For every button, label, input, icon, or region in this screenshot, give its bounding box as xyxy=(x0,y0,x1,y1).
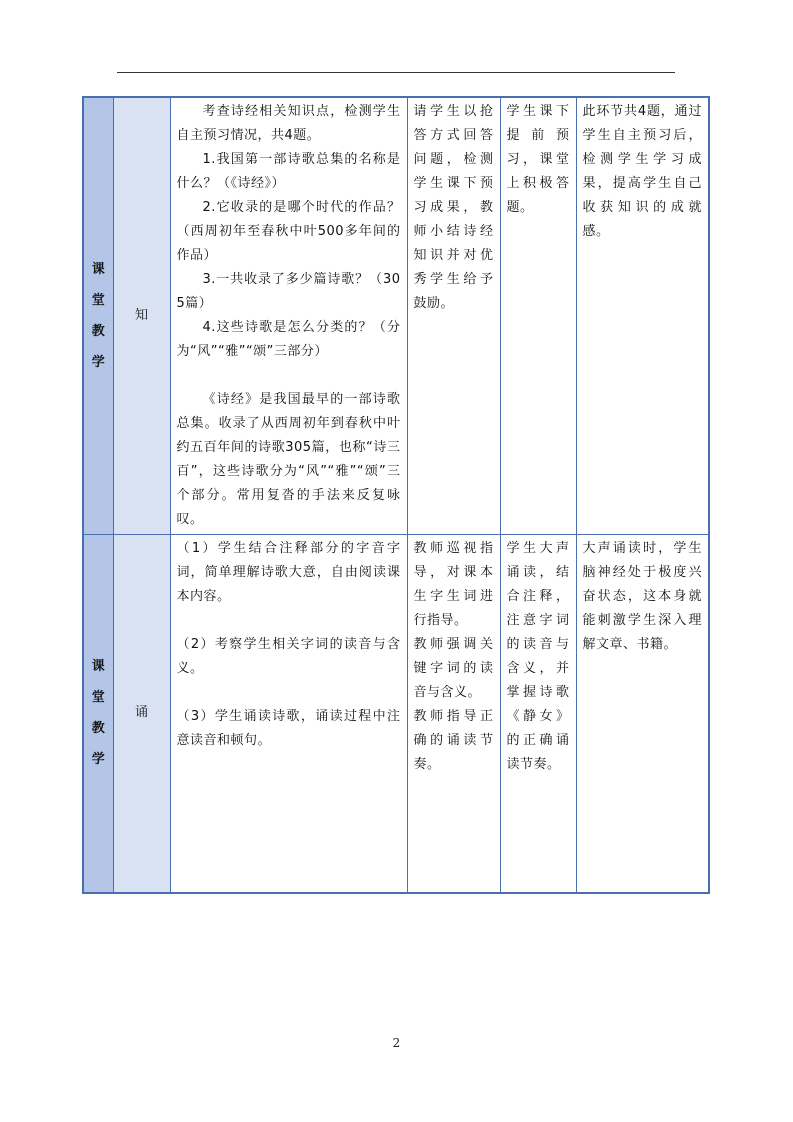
section-char: 课 xyxy=(91,659,105,675)
content-paragraph: 1.我国第一部诗歌总集的名称是什么？（《诗经》） xyxy=(176,152,401,191)
student-paragraph: 学生课下提前预习，课堂上积极答题。 xyxy=(506,104,570,215)
content-paragraph: （1）学生结合注释部分的字音字词，简单理解诗歌大意，自由阅读课本内容。 xyxy=(176,541,401,604)
content-spacer xyxy=(177,364,401,388)
teacher-paragraph: 教师巡视指导，对课本生字生词进行指导。 xyxy=(413,541,494,628)
step-label: 知 xyxy=(113,97,170,535)
content-paragraph: 考查诗经相关知识点，检测学生自主预习情况，共4题。 xyxy=(176,104,401,143)
step-label: 诵 xyxy=(113,535,170,893)
lesson-table xyxy=(82,96,710,894)
header-rule xyxy=(117,72,675,73)
teaching-content xyxy=(170,535,407,893)
teacher-activity xyxy=(407,97,500,535)
content-spacer xyxy=(177,609,401,633)
student-activity xyxy=(500,97,576,535)
teacher-paragraph: 教师强调关键字词的读音与含义。 xyxy=(413,637,494,700)
teaching-content xyxy=(170,97,407,535)
content-paragraph: 《诗经》是我国最早的一部诗歌总集。收录了从西周初年到春秋中叶约五百年间的诗歌305篇，也称“诗三百”，这些诗歌分为“风”“雅”“颂”三个部分。常用复沓的手法来反复咏叹。 xyxy=(176,392,401,527)
section-char: 堂 xyxy=(91,293,105,308)
table-row xyxy=(83,97,709,535)
page-number: 2 xyxy=(392,1036,401,1050)
intent-paragraph: 此环节共4题，通过学生自主预习后，检测学生学习成果，提高学生自己收获知识的成就感。 xyxy=(582,104,702,239)
student-paragraph: 学生大声诵读，结合注释，注意字词的读音与含义，并掌握诗歌《静女》的正确诵读节奏。 xyxy=(506,541,570,772)
section-char: 教 xyxy=(91,721,105,737)
table-row xyxy=(83,535,709,893)
design-intent xyxy=(576,97,709,535)
section-char: 学 xyxy=(91,355,105,370)
content-spacer xyxy=(177,681,401,705)
content-paragraph: （2）考察学生相关字词的读音与含义。 xyxy=(176,637,401,676)
section-char: 堂 xyxy=(91,690,105,706)
design-intent xyxy=(576,535,709,893)
teacher-activity xyxy=(407,535,500,893)
student-activity xyxy=(500,535,576,893)
teacher-paragraph: 教师指导正确的诵读节奏。 xyxy=(413,709,494,772)
content-paragraph: 2.它收录的是哪个时代的作品？ （西周初年至春秋中叶500多年间的作品） xyxy=(176,200,401,263)
section-char: 课 xyxy=(91,262,105,277)
section-char: 教 xyxy=(91,324,105,339)
content-paragraph: 4.这些诗歌是怎么分类的？（分为“风”“雅”“颂”三部分） xyxy=(176,320,401,359)
section-label xyxy=(83,535,113,893)
section-label xyxy=(83,97,113,535)
intent-paragraph: 大声诵读时，学生脑神经处于极度兴奋状态，这本身就能刺激学生深入理解文章、书籍。 xyxy=(582,541,702,652)
content-paragraph: （3）学生诵读诗歌，诵读过程中注意读音和顿句。 xyxy=(176,709,401,748)
teacher-paragraph: 请学生以抢答方式回答问题，检测学生课下预习成果，教师小结诗经知识并对优秀学生给予鼓励。 xyxy=(413,104,494,311)
content-paragraph: 3.一共收录了多少篇诗歌？（305篇） xyxy=(176,272,401,311)
section-char: 学 xyxy=(91,752,105,768)
